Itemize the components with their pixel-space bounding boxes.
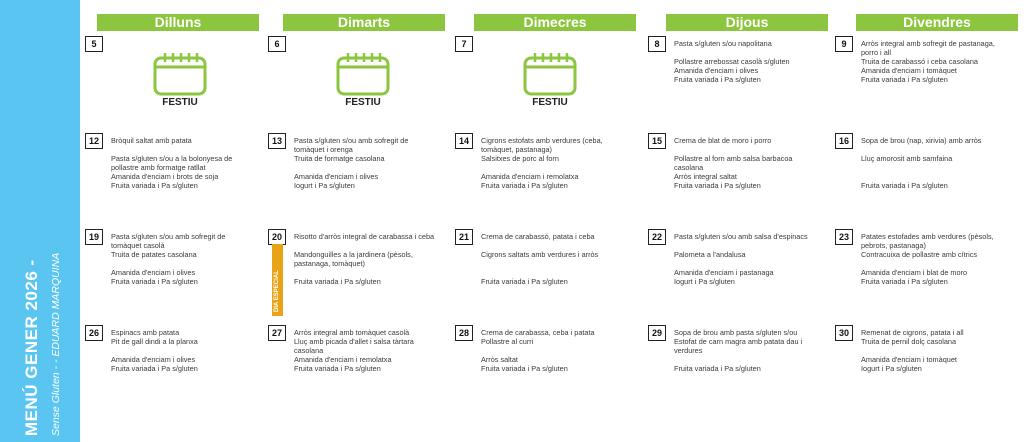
menu-line: Arròs integral amb tomàquet casolà: [294, 328, 410, 337]
menu-line: Fruita variada i Pa s/gluten: [861, 75, 948, 84]
holiday-block: [510, 50, 590, 108]
menu-line: Amanida d'enciam i olives: [111, 268, 196, 277]
menu-line: pebrots, pastanaga): [861, 241, 926, 250]
menu-line: Mandonguilles a la jardinera (pèsols,: [294, 250, 413, 259]
menu-line: [861, 163, 1011, 172]
day-cell: [268, 325, 446, 415]
menu-line: Contracuixa de pollastre amb cítrics: [861, 250, 977, 259]
menu-line: Pasta s/gluten s/ou napolitana: [674, 39, 772, 48]
menu-line: [674, 355, 824, 364]
menu-line: Fruita variada i Pa s/gluten: [861, 277, 948, 286]
day-cell: [455, 133, 633, 223]
menu-items: [861, 232, 1011, 286]
day-cell: [85, 133, 263, 223]
menu-line: [674, 241, 824, 250]
menu-line: Fruita variada i Pa s/gluten: [294, 364, 381, 373]
menu-line: Fruita variada i Pa s/gluten: [481, 181, 568, 190]
menu-items: [481, 136, 631, 190]
special-day-label: DIA ESPECIAL: [274, 270, 280, 312]
menu-line: Risotto d'arròs integral de carabassa i ceba: [294, 232, 435, 241]
menu-line: Truita de formatge casolana: [294, 154, 385, 163]
menu-line: [861, 346, 1011, 355]
menu-line: [111, 259, 261, 268]
menu-line: Pasta s/gluten s/ou amb sofregit de: [111, 232, 226, 241]
menu-items: [294, 232, 444, 286]
menu-line: [481, 241, 631, 250]
menu-line: [674, 145, 824, 154]
day-number: 30: [835, 325, 853, 341]
menu-line: Amanida d'enciam i tomàquet: [861, 66, 957, 75]
day-header-2: Dimecres: [474, 14, 636, 31]
holiday-label: FESTIU: [162, 97, 198, 108]
menu-line: verdures: [674, 346, 703, 355]
day-header-4: Divendres: [856, 14, 1018, 31]
day-cell: [268, 36, 446, 126]
calendar-icon: [140, 50, 220, 96]
menu-line: [111, 346, 261, 355]
day-number: 5: [85, 36, 103, 52]
menu-line: [294, 163, 444, 172]
menu-line: Lluç amorosit amb samfaina: [861, 154, 953, 163]
day-cell: [648, 36, 826, 126]
menu-line: Pasta s/gluten s/ou amb sofregit de: [294, 136, 409, 145]
menu-line: tomàquet, pastanaga): [481, 145, 552, 154]
day-cell: [268, 133, 446, 223]
menu-line: [294, 241, 444, 250]
menu-line: Remenat de cigrons, patata i all: [861, 328, 964, 337]
sidebar: [0, 0, 80, 442]
day-number: 14: [455, 133, 473, 149]
menu-line: Arròs integral amb sofregit de pastanaga,: [861, 39, 995, 48]
menu-line: Amanida d'enciam i olives: [294, 172, 379, 181]
menu-line: Salsitxes de porc al forn: [481, 154, 559, 163]
menu-line: Crema de carabassó, patata i ceba: [481, 232, 595, 241]
menu-line: [674, 48, 824, 57]
menu-items: [481, 232, 631, 286]
menu-items: [674, 39, 824, 84]
menu-line: Truita de patates casolana: [111, 250, 197, 259]
day-number: 29: [648, 325, 666, 341]
menu-items: [294, 136, 444, 190]
day-header-3: Dijous: [666, 14, 828, 31]
menu-line: Fruita variada i Pa s/gluten: [111, 364, 198, 373]
menu-items: [111, 328, 261, 373]
menu-line: Lluç amb picada d'allet i salsa tàrtara: [294, 337, 414, 346]
menu-line: Cigrons estofats amb verdures (ceba,: [481, 136, 603, 145]
menu-line: [861, 145, 1011, 154]
day-cell: [455, 229, 633, 319]
day-header-1: Dimarts: [283, 14, 445, 31]
menu-line: Fruita variada i Pa s/gluten: [294, 277, 381, 286]
menu-line: [481, 346, 631, 355]
day-cell: [835, 325, 1013, 415]
menu-line: [481, 268, 631, 277]
menu-items: [674, 232, 824, 286]
menu-items: [294, 328, 444, 373]
menu-items: [111, 232, 261, 286]
day-cell: [455, 36, 633, 126]
menu-line: Fruita variada i Pa s/gluten: [674, 181, 761, 190]
menu-items: [861, 136, 1011, 190]
menu-line: Sopa de brou (nap, xirivia) amb arròs: [861, 136, 982, 145]
holiday-label: FESTIU: [532, 97, 568, 108]
menu-title: MENÚ GENER 2026 -: [22, 259, 41, 436]
menu-line: Sopa de brou amb pasta s/gluten s/ou: [674, 328, 798, 337]
calendar-icon: [323, 50, 403, 96]
day-number: 21: [455, 229, 473, 245]
day-header-0: Dilluns: [97, 14, 259, 31]
menu-line: Palometa a l'andalusa: [674, 250, 746, 259]
day-number: 27: [268, 325, 286, 341]
menu-line: Fruita variada i Pa s/gluten: [111, 277, 198, 286]
menu-items: [861, 39, 1011, 84]
menu-line: pastanaga, tomàquet): [294, 259, 365, 268]
menu-line: [861, 259, 1011, 268]
menu-line: Amanida d'enciam i blat de moro: [861, 268, 968, 277]
menu-line: tomàquet casolà: [111, 241, 165, 250]
menu-line: Amanida d'enciam i remolatxa: [481, 172, 579, 181]
menu-line: [861, 172, 1011, 181]
menu-line: casolana: [294, 346, 324, 355]
menu-subtitle: Sense Gluten - - EDUARD MARQUINA: [50, 252, 62, 436]
menu-items: [861, 328, 1011, 373]
menu-line: Fruita variada i Pa s/gluten: [861, 181, 948, 190]
day-cell: [648, 229, 826, 319]
menu-line: pollastre amb formatge ratllat: [111, 163, 206, 172]
day-cell: [648, 133, 826, 223]
menu-line: Amanida d'enciam i brots de soja: [111, 172, 219, 181]
menu-line: Pollastre al forn amb salsa barbacoa: [674, 154, 793, 163]
menu-line: Fruita variada i Pa s/gluten: [481, 364, 568, 373]
day-cell: [835, 36, 1013, 126]
menu-line: Estofat de carn magra amb patata dau i: [674, 337, 803, 346]
day-number: 12: [85, 133, 103, 149]
menu-line: Iogurt i Pa s/gluten: [674, 277, 735, 286]
holiday-block: [140, 50, 220, 108]
menu-line: Pasta s/gluten s/ou a la bolonyesa de: [111, 154, 233, 163]
day-number: 9: [835, 36, 853, 52]
day-number: 28: [455, 325, 473, 341]
menu-line: [294, 268, 444, 277]
menu-line: [111, 145, 261, 154]
day-cell: [648, 325, 826, 415]
menu-line: Pasta s/gluten s/ou amb salsa d'espinacs: [674, 232, 808, 241]
menu-items: [674, 328, 824, 373]
day-cell: [835, 229, 1013, 319]
day-number: 19: [85, 229, 103, 245]
day-cell: [85, 229, 263, 319]
menu-items: [481, 328, 631, 373]
day-number: 20: [268, 229, 286, 245]
menu-line: porro i all: [861, 48, 892, 57]
holiday-label: FESTIU: [345, 97, 381, 108]
day-cell: [268, 229, 446, 319]
menu-items: [111, 136, 261, 190]
menu-line: Truita de pernil dolç casolana: [861, 337, 957, 346]
menu-line: Patates estofades amb verdures (pèsols,: [861, 232, 994, 241]
menu-line: Amanida d'enciam i olives: [674, 66, 759, 75]
menu-line: [481, 163, 631, 172]
day-cell: [835, 133, 1013, 223]
menu-line: Amanida d'enciam i pastanaga: [674, 268, 774, 277]
menu-line: casolana: [674, 163, 704, 172]
day-cell: [85, 36, 263, 126]
menu-line: Amanida d'enciam i remolatxa: [294, 355, 392, 364]
day-number: 23: [835, 229, 853, 245]
menu-line: Pollastre arrebossat casolà s/gluten: [674, 57, 790, 66]
calendar-icon: [510, 50, 590, 96]
day-number: 16: [835, 133, 853, 149]
menu-line: Fruita variada i Pa s/gluten: [674, 364, 761, 373]
holiday-block: [323, 50, 403, 108]
day-number: 7: [455, 36, 473, 52]
menu-line: Iogurt i Pa s/gluten: [861, 364, 922, 373]
menu-items: [674, 136, 824, 190]
menu-line: Amanida d'enciam i olives: [111, 355, 196, 364]
menu-line: [481, 259, 631, 268]
menu-line: Fruita variada i Pa s/gluten: [674, 75, 761, 84]
menu-line: Amanida d'enciam i tomàquet: [861, 355, 957, 364]
menu-line: Arròs saltat: [481, 355, 518, 364]
day-number: 22: [648, 229, 666, 245]
day-number: 13: [268, 133, 286, 149]
day-cell: [455, 325, 633, 415]
day-number: 6: [268, 36, 286, 52]
menu-line: Fruita variada i Pa s/gluten: [481, 277, 568, 286]
menu-line: Pollastre al curri: [481, 337, 534, 346]
day-cell: [85, 325, 263, 415]
menu-line: Crema de blat de moro i porro: [674, 136, 772, 145]
menu-line: Bròquil saltat amb patata: [111, 136, 192, 145]
menu-line: Crema de carabassa, ceba i patata: [481, 328, 595, 337]
day-number: 15: [648, 133, 666, 149]
menu-line: Pit de gall dindi a la planxa: [111, 337, 198, 346]
special-day-badge: [272, 244, 283, 316]
day-number: 26: [85, 325, 103, 341]
menu-line: Cigrons saltats amb verdures i arròs: [481, 250, 599, 259]
menu-line: Truita de carabassó i ceba casolana: [861, 57, 978, 66]
menu-line: [674, 259, 824, 268]
day-number: 8: [648, 36, 666, 52]
menu-line: Espinacs amb patata: [111, 328, 180, 337]
menu-line: Arròs integral saltat: [674, 172, 737, 181]
menu-line: tomàquet i orenga: [294, 145, 353, 154]
menu-line: Fruita variada i Pa s/gluten: [111, 181, 198, 190]
menu-line: Iogurt i Pa s/gluten: [294, 181, 355, 190]
